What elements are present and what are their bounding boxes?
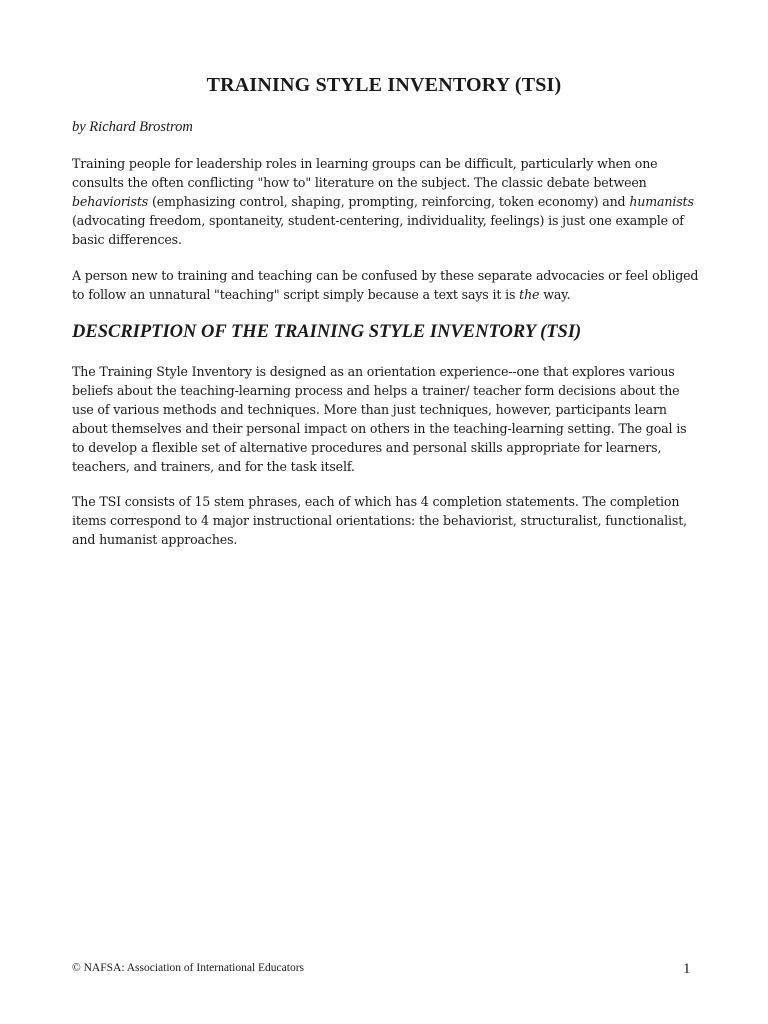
emphasis-the: the [519, 287, 540, 302]
intro-text-3: (advocating freedom, spontaneity, student-centering, individuality, feelings) is just one example of basic differences. [72, 213, 684, 247]
second-paragraph [72, 266, 702, 304]
intro-text-2: (emphasizing control, shaping, prompting, reinforcing, token economy) and [148, 194, 630, 209]
second-text-1: A person new to training and teaching can be confused by these separate advocacies or feel obliged to follow an unnatural "teaching" script simply because a text says it is [72, 268, 699, 302]
description-paragraph: The Training Style Inventory is designed as an orientation experience--one that explores various beliefs about the teaching-learning process and helps a trainer/ teacher form decisions about the use of various methods and techniques. More than just techniques, however, participants learn about themselves and their personal impact on others in the teaching-learning setting. The goal is to develop a flexible set of alternative procedures and personal skills appropriate for learners, teachers, and trainers, and for the task itself. [72, 364, 687, 474]
document-title: TRAINING STYLE INVENTORY (TSI) [206, 74, 562, 96]
page-number: 1 [683, 961, 691, 977]
intro-text-1: Training people for leadership roles in learning groups can be difficult, particularly when one consults the often conflicting "how to" literature on the subject. The classic debate between [72, 156, 658, 190]
section-heading: DESCRIPTION OF THE TRAINING STYLE INVENTORY (TSI) [72, 322, 582, 342]
second-text-2: way. [539, 287, 571, 302]
tsi-summary-paragraph: The TSI consists of 15 stem phrases, each of which has 4 completion statements. The completion items correspond to 4 major instructional orientations: the behaviorist, structuralist, functionalist, and humanist approaches. [72, 494, 687, 547]
footer-copyright: © NAFSA: Association of International Educators [72, 962, 304, 974]
intro-paragraph [72, 154, 702, 249]
emphasis-behaviorists: behaviorists [72, 194, 149, 209]
author-byline: by Richard Brostrom [72, 119, 193, 135]
emphasis-humanists: humanists [629, 194, 694, 209]
